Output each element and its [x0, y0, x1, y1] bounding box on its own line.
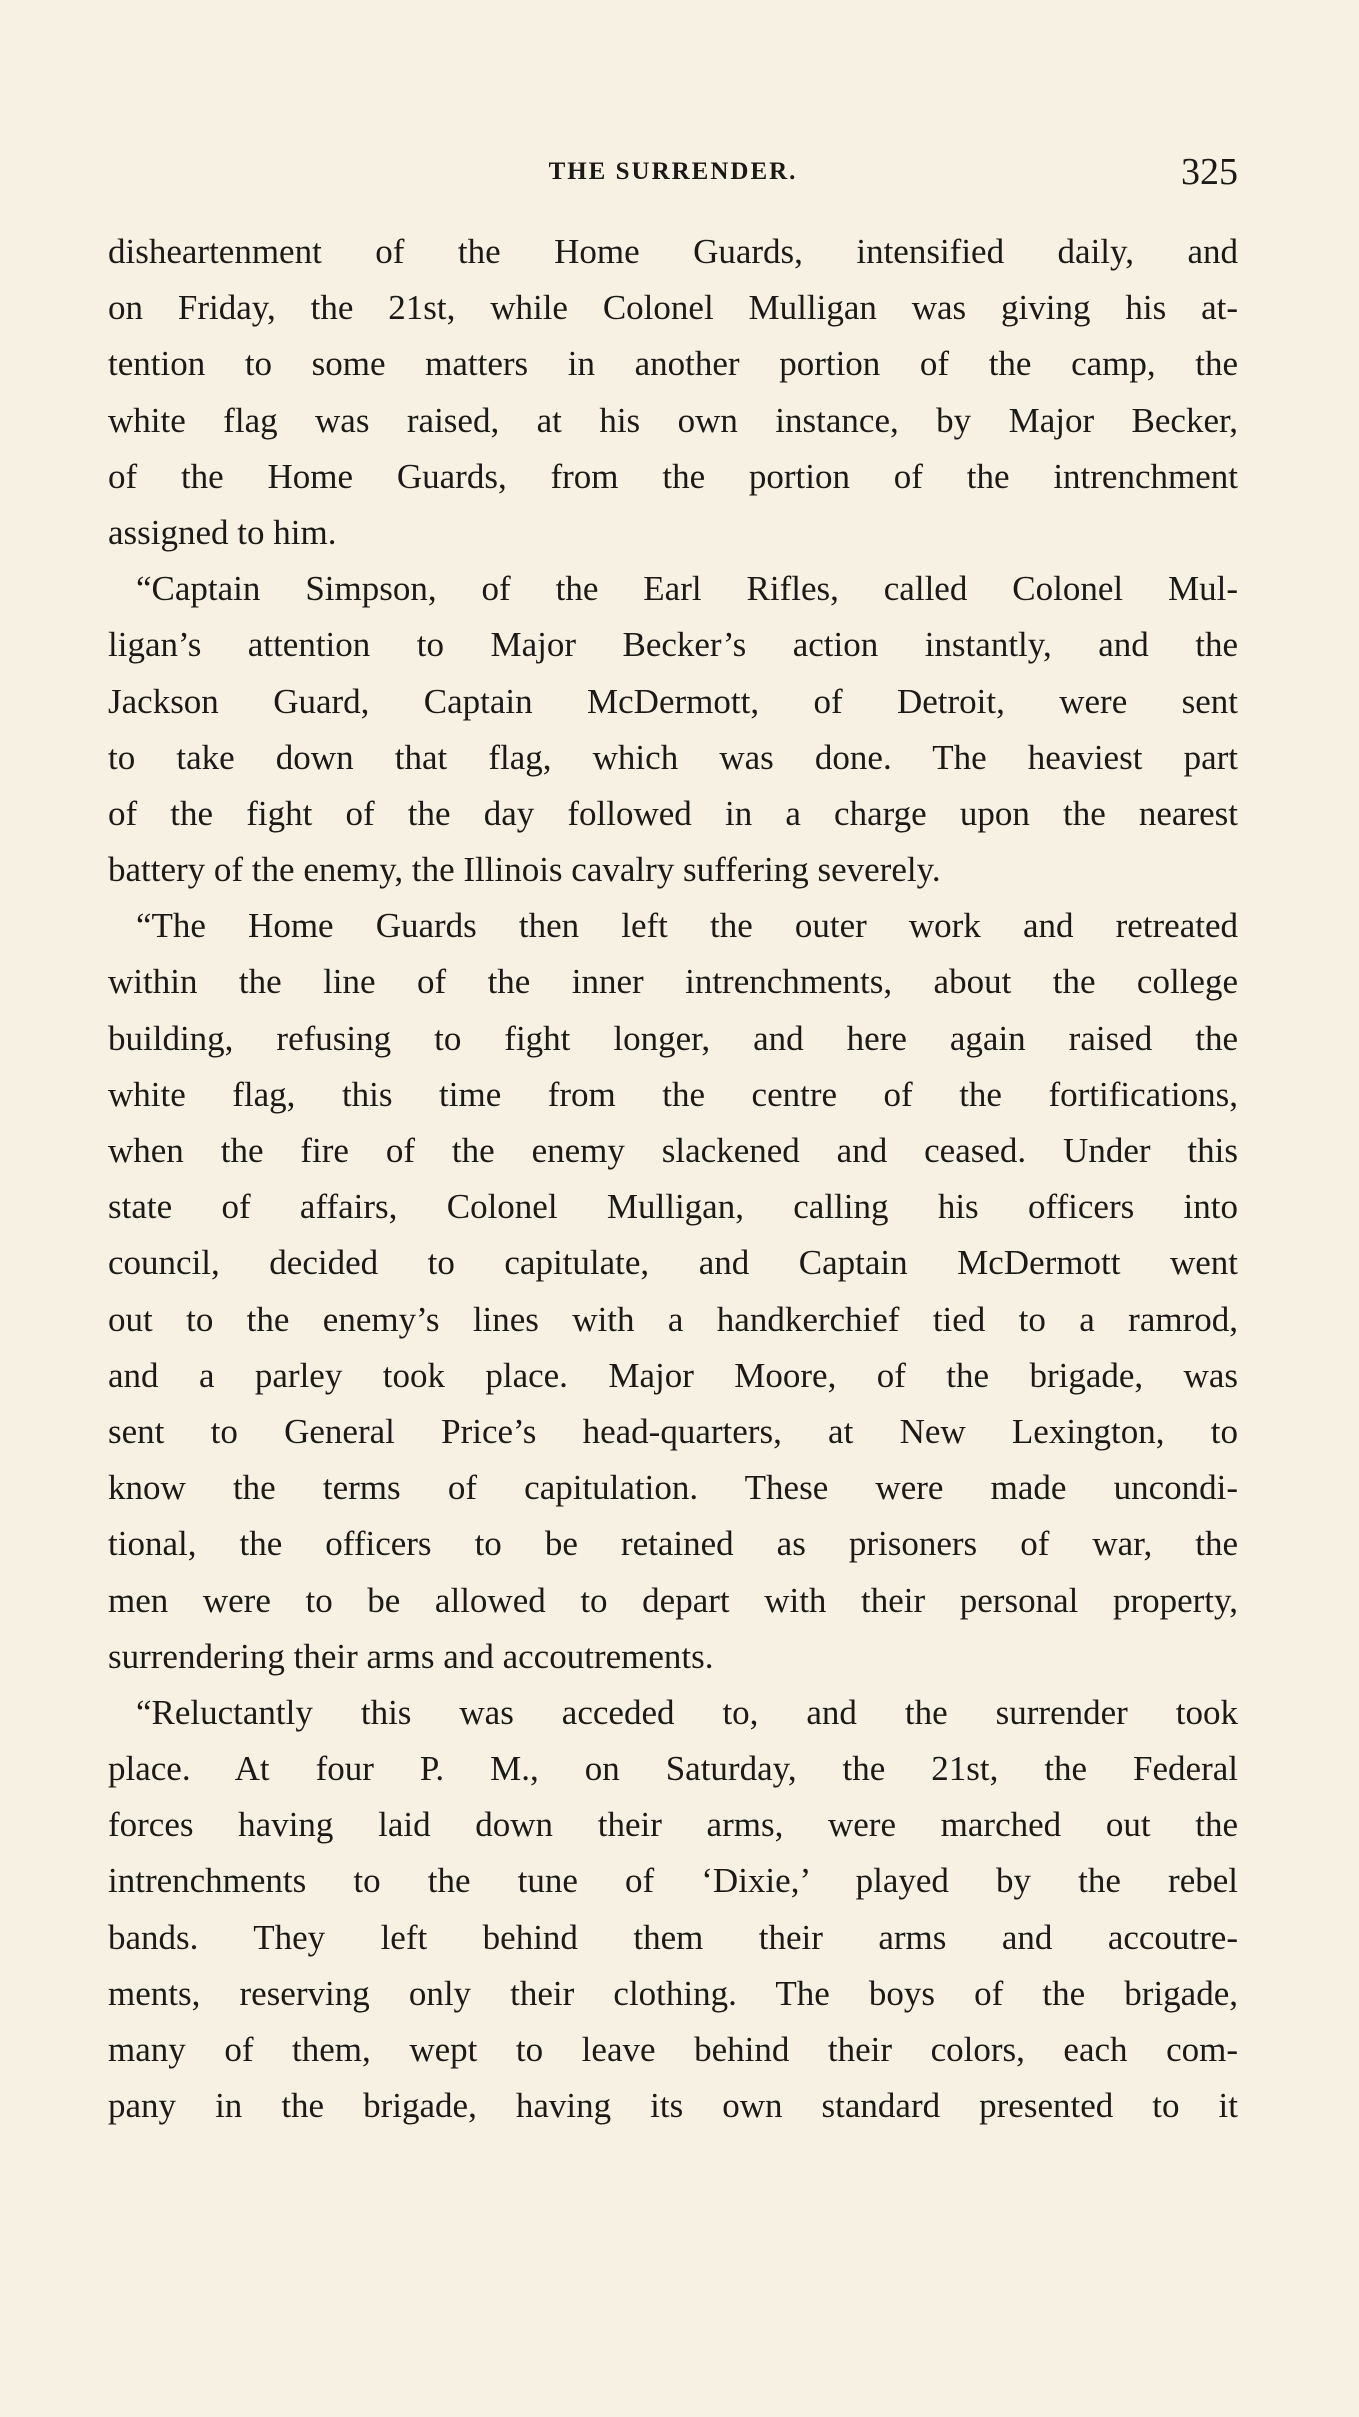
text-line: Jackson Guard, Captain McDermott, of Detroit, were sent — [108, 681, 1238, 721]
text-line: tional, the officers to be retained as prisoners of war, the — [108, 1524, 1238, 1564]
text-line: white flag was raised, at his own instance, by Major Becker, — [108, 400, 1238, 440]
text-line: out to the enemy’s lines with a handkerchief tied to a ramrod, — [108, 1299, 1238, 1339]
text-line: ligan’s attention to Major Becker’s action instantly, and the — [108, 625, 1238, 665]
text-line: men were to be allowed to depart with their personal property, — [108, 1580, 1238, 1620]
text-line: bands. They left behind them their arms and accoutre- — [108, 1917, 1238, 1957]
text-line: white flag, this time from the centre of the fortifications, — [108, 1074, 1238, 1114]
text-line: sent to General Price’s head-quarters, at New Lexington, to — [108, 1411, 1238, 1451]
text-line: and a parley took place. Major Moore, of the brigade, was — [108, 1355, 1238, 1395]
text-line: know the terms of capitulation. These were made uncondi- — [108, 1468, 1238, 1508]
text-line: battery of the enemy, the Illinois cavalry suffering severely. — [108, 850, 941, 890]
text-line: “Reluctantly this was acceded to, and the surrender took — [136, 1692, 1238, 1732]
text-line: intrenchments to the tune of ‘Dixie,’ played by the rebel — [108, 1861, 1238, 1901]
text-line: to take down that flag, which was done. The heaviest part — [108, 737, 1238, 777]
running-title: THE SURRENDER. — [548, 158, 798, 185]
text-line: of the fight of the day followed in a charge upon the nearest — [108, 793, 1238, 833]
text-line: on Friday, the 21st, while Colonel Mulligan was giving his at- — [108, 288, 1238, 328]
page-number: 325 — [1181, 151, 1238, 193]
text-line: tention to some matters in another portion of the camp, the — [108, 344, 1238, 384]
text-line: when the fire of the enemy slackened and ceased. Under this — [108, 1131, 1238, 1170]
body-text — [108, 224, 1238, 2134]
text-line: within the line of the inner intrenchments, about the college — [108, 962, 1238, 1002]
text-line: pany in the brigade, having its own standard presented to it — [108, 2086, 1238, 2126]
text-line: council, decided to capitulate, and Captain McDermott went — [108, 1243, 1238, 1283]
text-line: place. At four P. M., on Saturday, the 21st, the Federal — [108, 1749, 1238, 1789]
text-line: “The Home Guards then left the outer work and retreated — [136, 906, 1238, 946]
text-line: “Captain Simpson, of the Earl Rifles, called Colonel Mul- — [136, 569, 1238, 609]
text-line: of the Home Guards, from the portion of the intrenchment — [108, 456, 1238, 496]
text-line: ments, reserving only their clothing. The boys of the brigade, — [108, 1973, 1238, 2013]
text-line: building, refusing to fight longer, and here again raised the — [108, 1018, 1238, 1058]
text-line: state of affairs, Colonel Mulligan, calling his officers into — [108, 1187, 1238, 1227]
text-line: many of them, wept to leave behind their colors, each com- — [108, 2030, 1238, 2069]
text-line: surrendering their arms and accoutrements. — [108, 1636, 714, 1676]
page-header — [108, 150, 1238, 193]
text-line: disheartenment of the Home Guards, intensified daily, and — [108, 232, 1238, 271]
text-line: forces having laid down their arms, were marched out the — [108, 1805, 1238, 1845]
text-line: assigned to him. — [108, 512, 337, 552]
